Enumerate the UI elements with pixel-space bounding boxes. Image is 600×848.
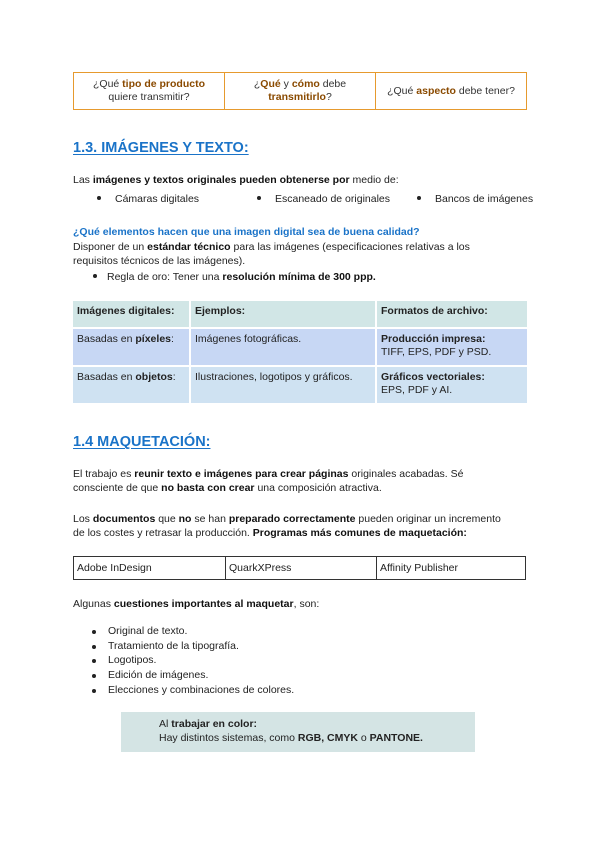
- table-row: [73, 329, 527, 365]
- list-item: Tratamiento de la tipografía.: [89, 639, 294, 654]
- para2-pre: Los: [73, 513, 93, 525]
- para2-mid2: se han: [191, 513, 229, 525]
- answer-line2: requisitos técnicos de las imágenes).: [73, 255, 246, 267]
- q3-post: debe tener?: [455, 84, 515, 97]
- q2-line2-post: ?: [325, 91, 332, 103]
- issues-bold: cuestiones importantes al maquetar: [113, 598, 294, 610]
- para2-line2-pre: de los costes y retrasar la producción.: [73, 527, 253, 539]
- type-bold: objetos: [135, 371, 173, 383]
- q2-post: y: [280, 78, 292, 90]
- table-row: [73, 367, 527, 403]
- question-product: [74, 73, 225, 109]
- section-heading-layout: 1.4 MAQUETACIÓN:: [73, 434, 211, 450]
- quality-question: ¿Qué elementos hacen que una imagen digital sea de buena calidad?: [73, 226, 420, 238]
- question-aspect: [376, 73, 526, 109]
- source-label: Cámaras digitales: [115, 193, 200, 205]
- issues-intro: [73, 597, 319, 611]
- type-bold: píxeles: [135, 333, 171, 345]
- type-post: :: [171, 333, 174, 345]
- para1-pre: El trabajo es: [73, 468, 135, 480]
- q3-bold: aspecto: [416, 84, 456, 97]
- type-pre: Basadas en: [77, 333, 136, 345]
- source-label: Escaneado de originales: [275, 193, 390, 205]
- para1-line2-pre: consciente de que: [73, 482, 162, 494]
- type-pre: Basadas en: [77, 371, 136, 383]
- bullet-icon: [257, 196, 261, 200]
- layout-paragraph-1: [73, 467, 533, 495]
- color-pantone: PANTONE.: [369, 732, 423, 744]
- intro-bold: imágenes y textos originales pueden obtenerse por: [92, 174, 350, 186]
- q2-line2-bold: transmitirlo: [268, 91, 326, 103]
- para1-post: originales acabadas. Sé: [348, 468, 464, 480]
- table-cell-example: Imágenes fotográficas.: [191, 329, 375, 365]
- answer-post: para las imágenes (especificaciones relativas a los: [230, 241, 470, 253]
- format-list: TIFF, EPS, PDF y PSD.: [381, 346, 492, 358]
- rule-bold: resolución mínima de 300 ppp.: [222, 271, 376, 283]
- golden-rule: [93, 270, 376, 284]
- intro-post: medio de:: [349, 174, 399, 186]
- table-header-row: [73, 301, 527, 327]
- programs-table: [73, 556, 526, 580]
- table-header: Imágenes digitales:: [73, 301, 189, 327]
- question-what-how: [225, 73, 376, 109]
- color-rgb: RGB, CMYK: [297, 732, 358, 744]
- program-cell: Adobe InDesign: [74, 557, 226, 580]
- source-item: [97, 193, 257, 205]
- bullet-icon: [97, 196, 101, 200]
- para2-post: pueden originar un incremento: [355, 513, 501, 525]
- para2-bold3: preparado correctamente: [228, 513, 356, 525]
- color-mid: o: [357, 732, 370, 744]
- q3-pre: ¿Qué: [387, 84, 417, 97]
- table-cell-example: Ilustraciones, logotipos y gráficos.: [191, 367, 375, 403]
- q2-bold: Qué: [260, 78, 281, 90]
- table-cell-format: [377, 367, 527, 403]
- table-cell-type: [73, 367, 189, 403]
- q2-bold2: cómo: [291, 78, 320, 90]
- issues-pre: Algunas: [73, 598, 114, 610]
- color-line2-pre: Hay distintos sistemas, como: [159, 732, 298, 744]
- list-item: Logotipos.: [89, 653, 294, 668]
- para1-line2-post: una composición atractiva.: [254, 482, 382, 494]
- issues-post: , son:: [293, 598, 320, 610]
- rule-pre: Regla de oro: Tener una: [107, 271, 223, 283]
- para2-bold2: no: [178, 513, 192, 525]
- image-types-table: [71, 299, 529, 405]
- sources-intro: [73, 173, 399, 187]
- para2-mid1: que: [155, 513, 179, 525]
- intro-pre: Las: [73, 174, 93, 186]
- layout-paragraph-2: [73, 512, 543, 540]
- source-label: Bancos de imágenes: [435, 193, 534, 205]
- format-title: Producción impresa:: [381, 333, 486, 345]
- table-row: [74, 557, 526, 580]
- program-cell: Affinity Publisher: [377, 557, 526, 580]
- bullet-icon: [417, 196, 421, 200]
- format-title: Gráficos vectoriales:: [381, 371, 485, 383]
- table-cell-format: [377, 329, 527, 365]
- table-header: Formatos de archivo:: [377, 301, 527, 327]
- list-item: Original de texto.: [89, 624, 294, 639]
- q1-line2: quiere transmitir?: [108, 91, 190, 103]
- quality-answer: [73, 240, 533, 268]
- issues-list: [89, 624, 294, 698]
- source-item: [417, 193, 533, 205]
- q1-pre: ¿Qué: [92, 78, 123, 90]
- list-item: Elecciones y combinaciones de colores.: [89, 683, 294, 698]
- table-cell-type: [73, 329, 189, 365]
- color-bold: trabajar en color:: [171, 718, 258, 730]
- sources-list: [97, 193, 533, 205]
- para1-bold: reunir texto e imágenes para crear páginas: [134, 468, 349, 480]
- para2-line2-bold: Programas más comunes de maquetación:: [252, 527, 467, 539]
- section-heading-images-text: 1.3. IMÁGENES Y TEXTO:: [73, 140, 249, 156]
- color-note-text: [159, 717, 423, 745]
- table-header: Ejemplos:: [191, 301, 375, 327]
- answer-bold: estándar técnico: [147, 241, 231, 253]
- source-item: [257, 193, 417, 205]
- format-list: EPS, PDF y AI.: [381, 384, 453, 396]
- list-item: Edición de imágenes.: [89, 668, 294, 683]
- q1-bold: tipo de producto: [122, 78, 205, 90]
- bullet-icon: [93, 274, 97, 278]
- para1-line2-bold: no basta con crear: [161, 482, 255, 494]
- questions-box: [73, 72, 527, 110]
- color-note-box: [121, 712, 475, 752]
- q2-pre: ¿: [253, 78, 261, 90]
- para2-bold1: documentos: [92, 513, 156, 525]
- program-cell: QuarkXPress: [226, 557, 377, 580]
- answer-pre: Disponer de un: [73, 241, 148, 253]
- type-post: :: [172, 371, 176, 383]
- q2-post2: debe: [319, 78, 347, 90]
- color-pre: Al: [159, 718, 172, 730]
